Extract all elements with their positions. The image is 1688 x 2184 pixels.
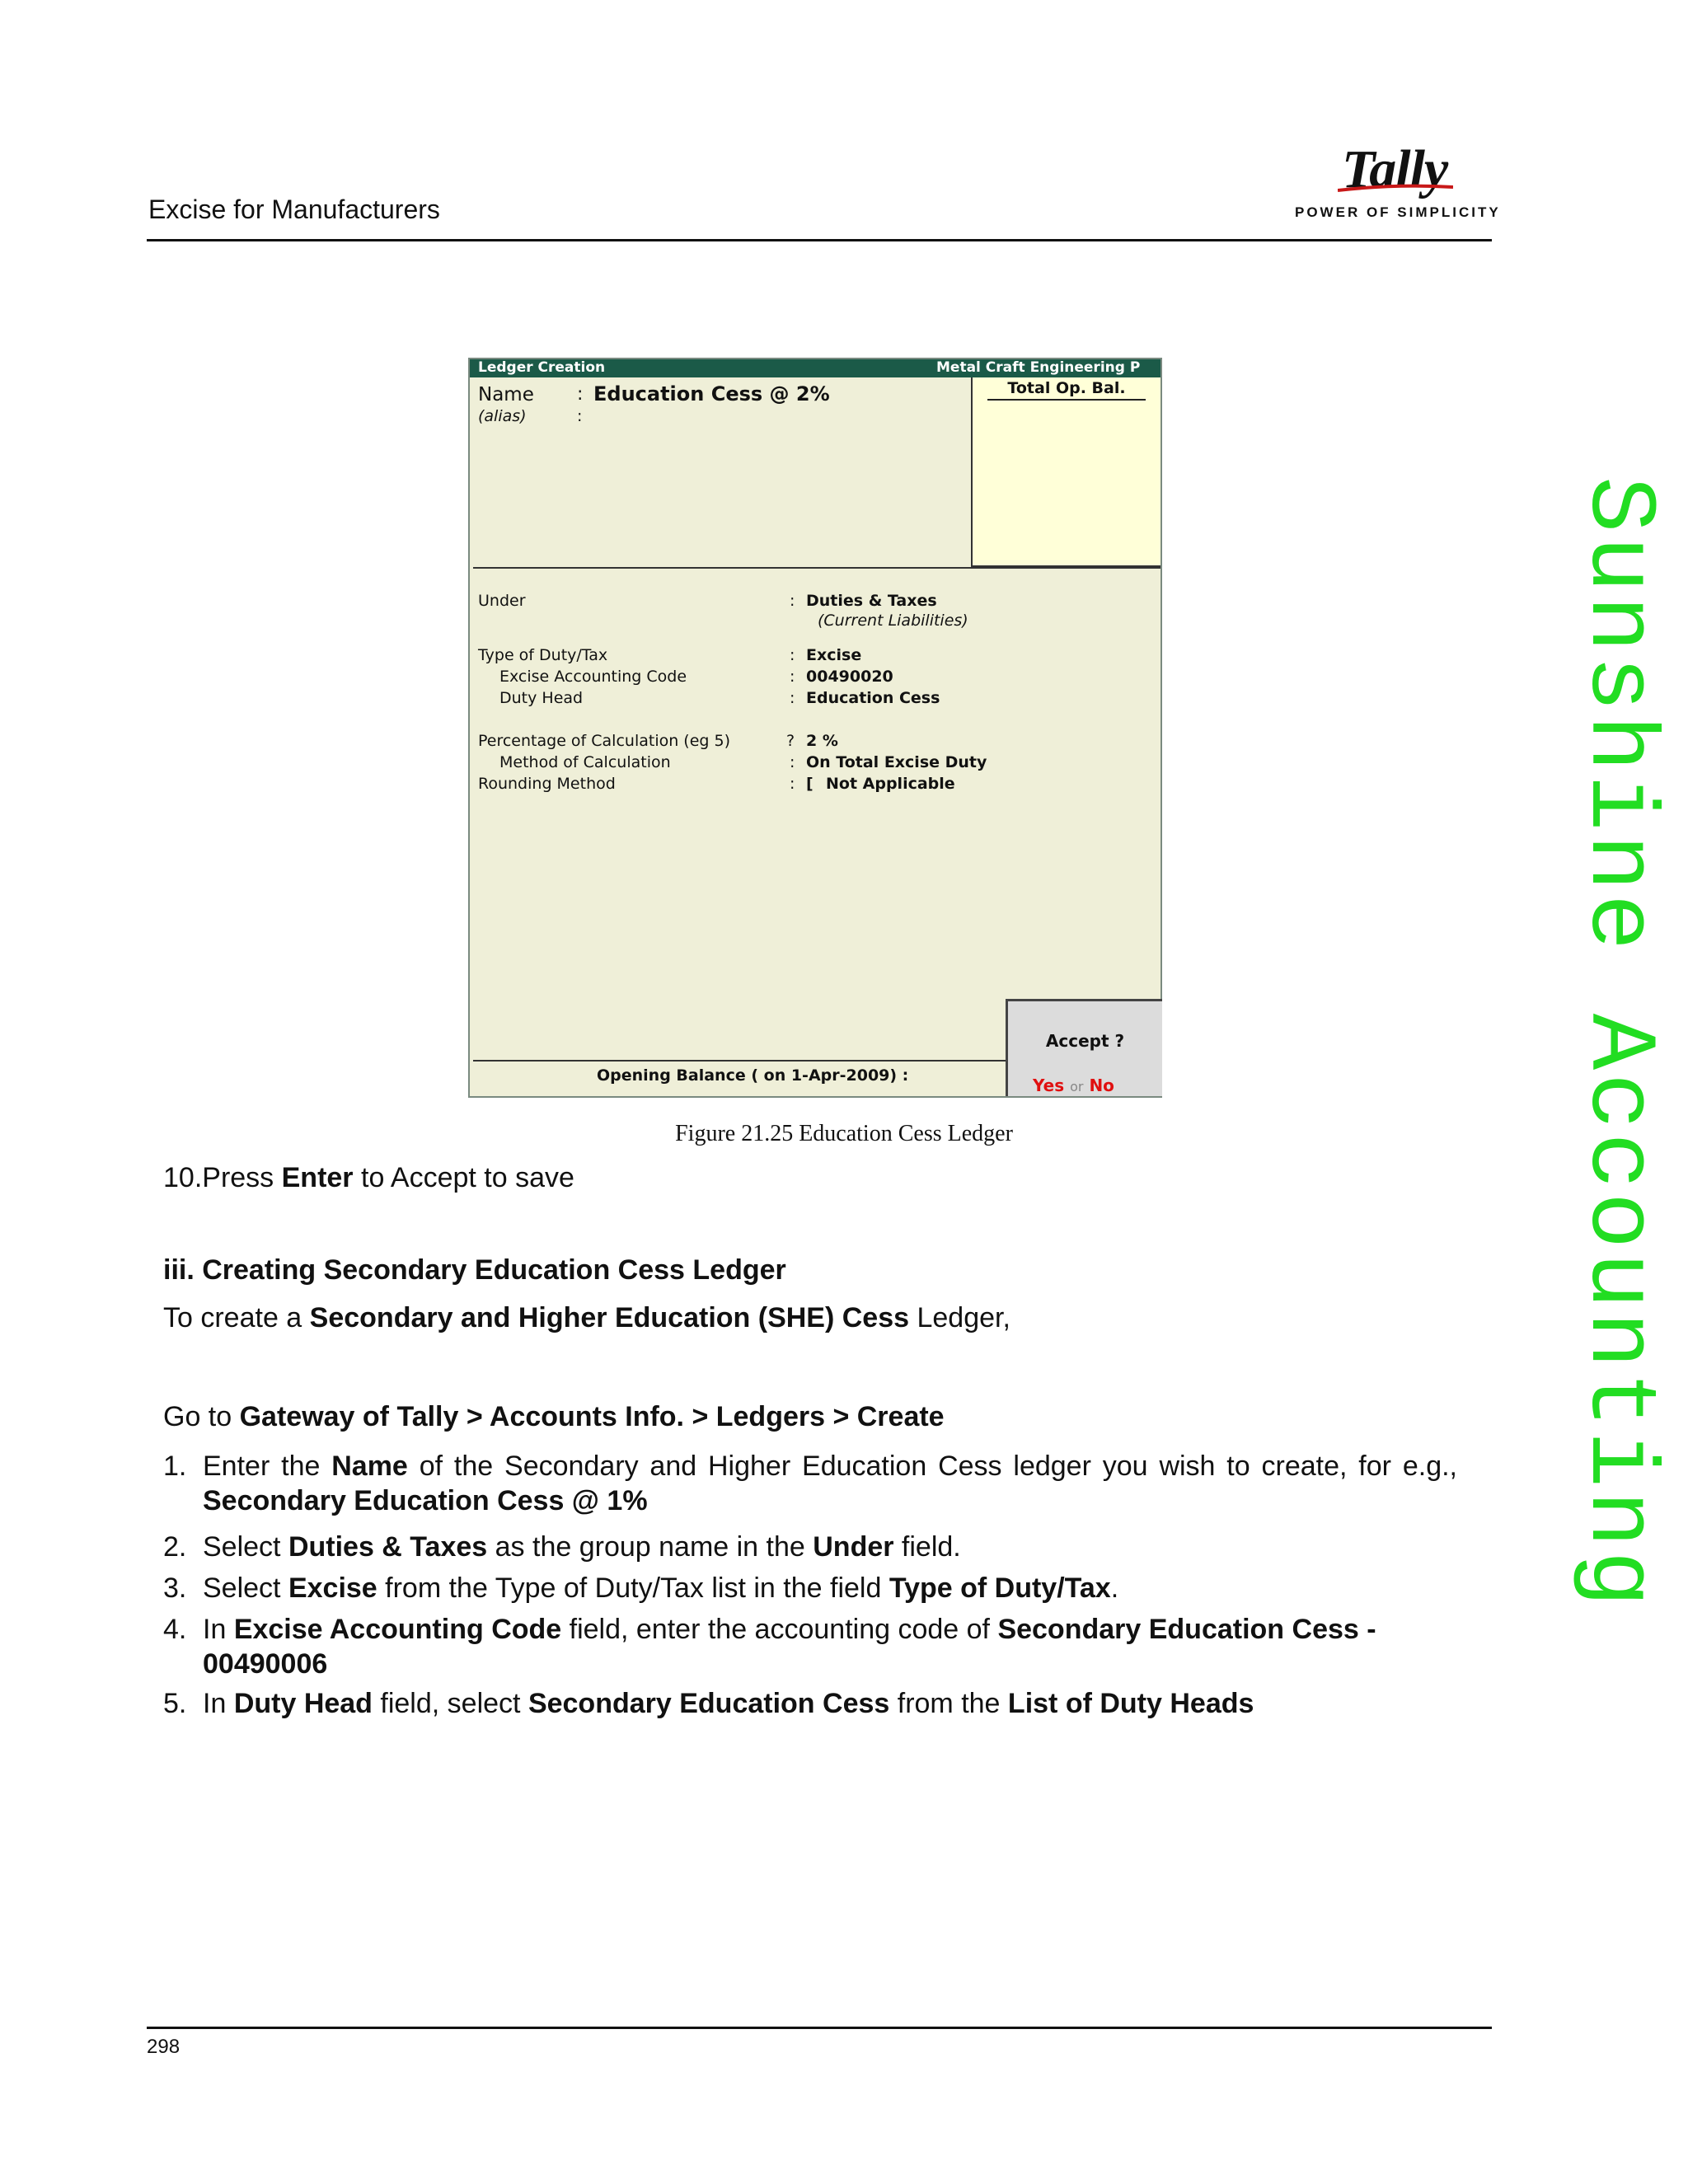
accounting-code-sep: : xyxy=(790,668,795,686)
screen-divider xyxy=(473,567,1160,569)
duty-head-sep: : xyxy=(790,689,795,707)
under-label: Under xyxy=(478,592,526,610)
section-heading: iii. Creating Secondary Education Cess Ledger xyxy=(163,1254,786,1286)
rounding-label: Rounding Method xyxy=(478,775,616,793)
step-bold: Secondary Education Cess - 00490006 xyxy=(203,1614,1376,1680)
step-text: field. xyxy=(893,1531,961,1563)
step-bold: Duty Head xyxy=(233,1688,373,1719)
rounding-field[interactable]: Not Applicable xyxy=(826,775,955,793)
accept-question: Accept ? xyxy=(1045,1031,1125,1051)
list-number: 1. xyxy=(163,1451,187,1482)
step-10-text: 10.Press xyxy=(163,1162,282,1193)
step-text: as the group name in the xyxy=(487,1531,814,1563)
step-bold: Excise xyxy=(288,1572,377,1604)
method-label: Method of Calculation xyxy=(499,753,671,771)
screen-title: Ledger Creation xyxy=(478,359,606,376)
step-text: field, enter the accounting code of xyxy=(561,1614,998,1645)
step-bold: Duties & Taxes xyxy=(288,1531,488,1563)
opening-balance-label: Opening Balance ( on 1-Apr-2009) : xyxy=(597,1066,909,1085)
no-button[interactable]: No xyxy=(1089,1076,1114,1095)
method-field[interactable]: On Total Excise Duty xyxy=(806,753,987,771)
method-sep: : xyxy=(790,753,795,771)
accounting-code-label: Excise Accounting Code xyxy=(499,668,687,686)
list-item xyxy=(163,1686,1457,1721)
goto-path xyxy=(163,1401,945,1433)
header-rule xyxy=(147,239,1492,241)
step-bold: Name xyxy=(331,1451,408,1482)
section-title: Excise for Manufacturers xyxy=(148,194,440,224)
list-item xyxy=(163,1612,1457,1681)
alias-label: (alias) xyxy=(478,407,527,425)
step-text: Select xyxy=(203,1572,288,1604)
step-text: In xyxy=(203,1614,234,1645)
duty-type-sep: : xyxy=(790,646,795,664)
list-number: 2. xyxy=(163,1531,187,1563)
step-text: Select xyxy=(203,1531,288,1563)
step-text: of the Secondary and Higher Education Cess ledger you wish to create, for e.g., xyxy=(407,1451,1457,1482)
screen-titlebar xyxy=(470,359,1160,377)
name-label: Name xyxy=(478,384,534,405)
under-subgroup: (Current Liabilities) xyxy=(818,612,968,630)
step-10-bold: Enter xyxy=(281,1162,354,1193)
figure-caption: Figure 21.25 Education Cess Ledger xyxy=(675,1121,1013,1146)
list-item xyxy=(163,1449,1457,1518)
step-text: field, select xyxy=(372,1688,528,1719)
list-item xyxy=(163,1530,1457,1564)
accept-dialog xyxy=(1006,999,1162,1096)
name-colon: : xyxy=(577,384,584,405)
intro-text: To create a xyxy=(163,1302,310,1333)
opening-balance-rule xyxy=(473,1060,1006,1062)
percentage-label: Percentage of Calculation (eg 5) xyxy=(478,732,731,750)
yes-button[interactable]: Yes xyxy=(1033,1076,1065,1095)
step-bold: Secondary Education Cess xyxy=(528,1688,890,1719)
step-bold: Under xyxy=(813,1531,894,1563)
step-bold: Excise Accounting Code xyxy=(233,1614,562,1645)
under-field[interactable]: Duties & Taxes xyxy=(806,592,937,610)
percentage-field[interactable]: 2 % xyxy=(806,732,838,750)
company-name: Metal Craft Engineering P xyxy=(936,359,1141,376)
list-number: 3. xyxy=(163,1572,187,1604)
duty-type-label: Type of Duty/Tax xyxy=(478,646,608,664)
step-text: In xyxy=(203,1688,234,1719)
step-10 xyxy=(163,1162,574,1194)
cursor-icon: [ xyxy=(806,775,814,793)
total-opening-balance-panel xyxy=(971,377,1160,567)
alias-colon: : xyxy=(577,407,583,425)
watermark: Sunshine Accounting xyxy=(1564,476,1671,1610)
step-bold: Type of Duty/Tax xyxy=(889,1572,1111,1604)
name-field[interactable]: Education Cess @ 2% xyxy=(593,382,830,405)
percentage-sep: ? xyxy=(786,732,795,750)
under-sep: : xyxy=(790,592,795,610)
accept-options xyxy=(1033,1076,1114,1095)
page-number: 298 xyxy=(147,2036,181,2058)
goto-bold: Gateway of Tally > Accounts Info. > Ledgers > Create xyxy=(239,1401,945,1432)
duty-head-field[interactable]: Education Cess xyxy=(806,689,940,707)
logo-swoosh-icon xyxy=(1338,184,1453,192)
step-text: from the xyxy=(889,1688,1008,1719)
list-number: 5. xyxy=(163,1688,187,1719)
goto-text: Go to xyxy=(163,1401,240,1432)
ledger-creation-screenshot xyxy=(468,358,1162,1098)
step-text: from the Type of Duty/Tax list in the field xyxy=(377,1572,889,1604)
step-bold: Secondary Education Cess @ 1% xyxy=(203,1485,648,1516)
total-op-bal-label: Total Op. Bal. xyxy=(987,379,1146,401)
accounting-code-field[interactable]: 00490020 xyxy=(806,668,893,686)
or-label: or xyxy=(1070,1079,1084,1094)
duty-head-label: Duty Head xyxy=(499,689,584,707)
footer-rule xyxy=(147,2027,1492,2029)
intro-paragraph xyxy=(163,1302,1010,1334)
list-item xyxy=(163,1571,1457,1605)
step-text: Enter the xyxy=(203,1451,332,1482)
rounding-sep: : xyxy=(790,775,795,793)
intro-bold: Secondary and Higher Education (SHE) Cess xyxy=(309,1302,910,1333)
list-number: 4. xyxy=(163,1614,187,1645)
tally-logo xyxy=(1292,138,1501,221)
duty-type-field[interactable]: Excise xyxy=(806,646,862,664)
step-text: . xyxy=(1110,1572,1119,1604)
step-10-text-end: to Accept to save xyxy=(353,1162,574,1193)
step-bold: List of Duty Heads xyxy=(1007,1688,1254,1719)
logo-tagline: POWER OF SIMPLICITY xyxy=(1295,204,1501,220)
logo-text: Tally xyxy=(1342,139,1448,199)
intro-text-end: Ledger, xyxy=(909,1302,1010,1333)
